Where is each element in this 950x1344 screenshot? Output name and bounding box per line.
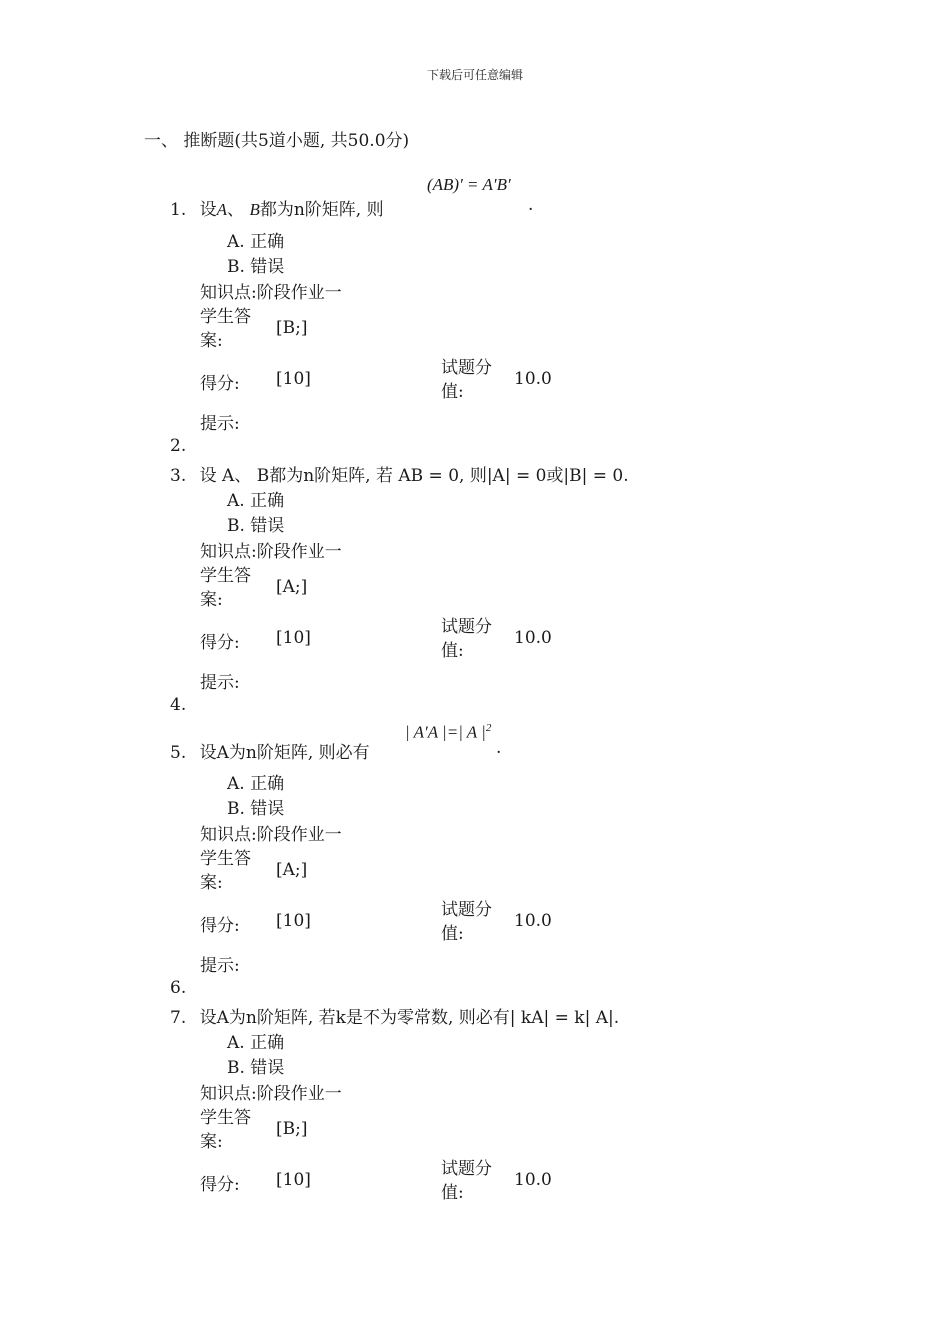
- score-label: 得分:: [200, 374, 240, 394]
- question-1: [170, 195, 384, 220]
- question-5-formula: | A′A |=| A $|^2$: [405, 722, 492, 742]
- question-1-formula: (AB)′ = A′B′: [427, 175, 511, 194]
- question-text: 设 A、 B都为n阶矩阵, 若 AB = 0, 则|A| = 0或|B| = 0.: [199, 466, 629, 486]
- score-label: 得分:: [200, 916, 240, 936]
- knowledge-label: 知识点:阶段作业一: [200, 542, 342, 562]
- formula-exponent: 2: [485, 722, 492, 734]
- question-number: 5.: [170, 743, 187, 763]
- matrix-var: A: [216, 200, 228, 219]
- points-value: 10.0: [514, 369, 552, 389]
- option-b: B. 错误: [227, 257, 285, 277]
- knowledge-value: 阶段作业一: [256, 542, 342, 562]
- points-label: 试题分 值:: [441, 900, 492, 944]
- question-7: [170, 1003, 619, 1028]
- matrix-var: B: [249, 200, 260, 219]
- answer-label: 学生答 案:: [200, 849, 251, 893]
- points-value: 10.0: [514, 911, 552, 931]
- answer-value: [B;]: [276, 318, 308, 338]
- question-text: 都为n阶矩阵, 则: [259, 200, 384, 220]
- points-value: 10.0: [514, 628, 552, 648]
- hint-label: 提示:: [200, 673, 240, 693]
- question-5: [170, 738, 370, 763]
- answer-label: 学生答 案:: [200, 566, 251, 610]
- hint-label: 提示:: [200, 956, 240, 976]
- answer-value: [A;]: [276, 860, 308, 880]
- answer-label: 学生答 案:: [200, 1108, 251, 1152]
- answer-value: [B;]: [276, 1119, 308, 1139]
- question-text: 设A为n阶矩阵, 则必有: [199, 743, 370, 763]
- question-number: 1.: [170, 200, 187, 220]
- question-3: [170, 461, 629, 486]
- knowledge-label: 知识点:阶段作业一: [200, 1084, 342, 1104]
- option-b: B. 错误: [227, 799, 285, 819]
- option-a: A. 正确: [227, 232, 285, 252]
- question-number: 7.: [170, 1008, 187, 1028]
- question-2-number: 2.: [170, 436, 187, 456]
- page-header-note: 下载后可任意编辑: [426, 68, 523, 82]
- knowledge-label: 知识点:阶段作业一: [200, 825, 342, 845]
- question-4-number: 4.: [170, 695, 187, 715]
- score-label: 得分:: [200, 633, 240, 653]
- question-5-end: .: [496, 738, 502, 758]
- points-label: 试题分 值:: [441, 617, 492, 661]
- answer-value: [A;]: [276, 577, 308, 597]
- knowledge-value: 阶段作业一: [256, 283, 342, 303]
- option-a: A. 正确: [227, 1033, 285, 1053]
- knowledge-value: 阶段作业一: [256, 825, 342, 845]
- question-text: 设: [199, 200, 217, 220]
- question-6-number: 6.: [170, 978, 187, 998]
- option-a: A. 正确: [227, 491, 285, 511]
- option-b: B. 错误: [227, 1058, 285, 1078]
- knowledge-value: 阶段作业一: [256, 1084, 342, 1104]
- score-value: [10]: [276, 369, 311, 389]
- points-value: 10.0: [514, 1170, 552, 1190]
- score-value: [10]: [276, 911, 311, 931]
- question-text: 、: [227, 200, 250, 220]
- question-1-end: .: [528, 195, 534, 215]
- option-b: B. 错误: [227, 516, 285, 536]
- knowledge-label: 知识点:阶段作业一: [200, 283, 342, 303]
- section-title: 一、 推断题(共5道小题, 共50.0分): [144, 131, 410, 151]
- option-a: A. 正确: [227, 774, 285, 794]
- points-label: 试题分 值:: [441, 358, 492, 402]
- question-text: 设A为n阶矩阵, 若k是不为零常数, 则必有| kA| = k| A|.: [199, 1008, 620, 1028]
- score-value: [10]: [276, 1170, 311, 1190]
- points-label: 试题分 值:: [441, 1159, 492, 1203]
- answer-label: 学生答 案:: [200, 307, 251, 351]
- hint-label: 提示:: [200, 414, 240, 434]
- score-value: [10]: [276, 628, 311, 648]
- question-number: 3.: [170, 466, 187, 486]
- score-label: 得分:: [200, 1175, 240, 1195]
